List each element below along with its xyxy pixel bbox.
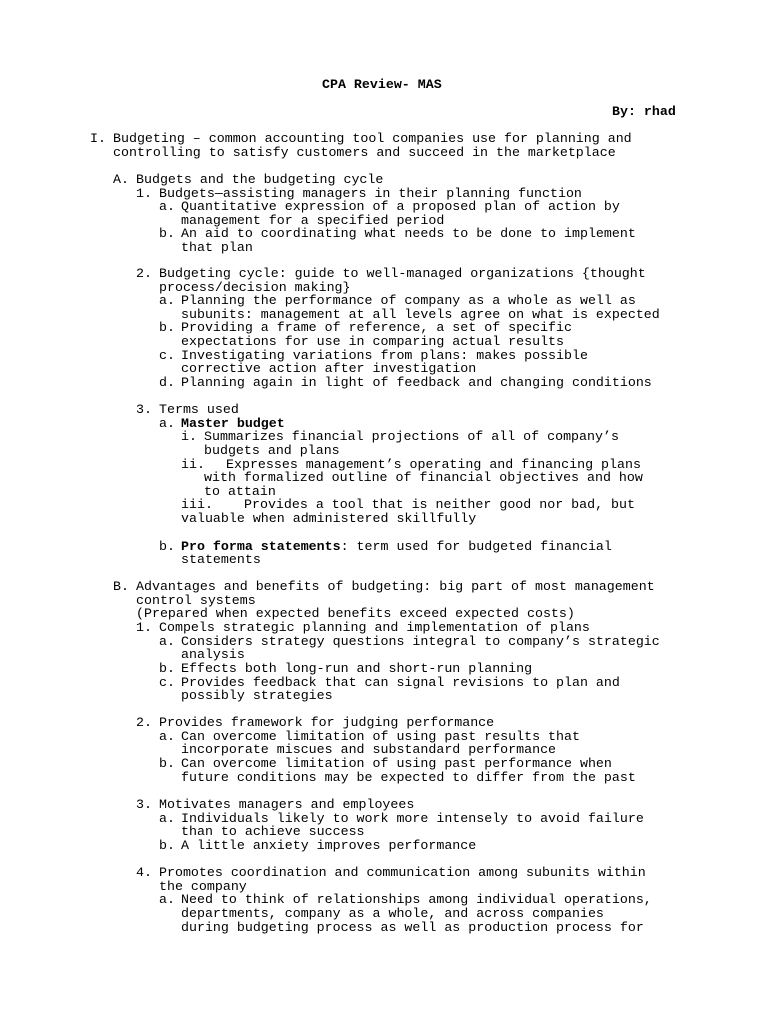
b4a-marker: a. — [159, 892, 175, 907]
b1-marker: 1. — [136, 620, 152, 635]
a2d-marker: d. — [159, 375, 175, 390]
b2a-marker: a. — [159, 729, 175, 744]
b2a-line2: incorporate miscues and substandard performance — [181, 742, 557, 757]
a2-marker: 2. — [136, 266, 152, 281]
b2-text: Provides framework for judging performance — [159, 715, 495, 730]
b1-text: Compels strategic planning and implementation of plans — [159, 620, 590, 635]
a2d-line1: Planning again in light of feedback and changing conditions — [181, 375, 652, 390]
section-a-heading: Budgets and the budgeting cycle — [136, 172, 384, 187]
b1a-line1: Considers strategy questions integral to company’s strategic — [181, 634, 660, 649]
b1c-line2: possibly strategies — [181, 688, 333, 703]
b2b-line2: future conditions may be expected to differ from the past — [181, 770, 636, 785]
a2c-line2: corrective action after investigation — [181, 361, 477, 376]
b3a-marker: a. — [159, 811, 175, 826]
a3aii-marker: ii. — [181, 457, 205, 472]
section-a-marker: A. — [113, 172, 129, 187]
a2a-line2: subunits: management at all levels agree on what is expected — [181, 307, 660, 322]
b1c-line1: Provides feedback that can signal revisions to plan and — [181, 675, 620, 690]
b1a-line2: analysis — [181, 647, 245, 662]
b2b-marker: b. — [159, 756, 175, 771]
b2a-line1: Can overcome limitation of using past results that — [181, 729, 580, 744]
section-b-line1: Advantages and benefits of budgeting: big part of most management — [136, 579, 655, 594]
a3aii-line3: to attain — [204, 484, 276, 499]
section-b-marker: B. — [113, 579, 129, 594]
section-b-line3: (Prepared when expected benefits exceed expected costs) — [136, 606, 575, 621]
a2-line1: Budgeting cycle: guide to well-managed organizations {thought — [159, 266, 646, 281]
a3a-term: Master budget — [181, 416, 285, 431]
b1c-marker: c. — [159, 675, 175, 690]
b4-line2: the company — [159, 879, 247, 894]
b4-line1: Promotes coordination and communication among subunits within — [159, 865, 646, 880]
a3-text: Terms used — [159, 402, 239, 417]
a3b-line2: statements — [181, 552, 261, 567]
document-title: CPA Review- MAS — [322, 77, 442, 92]
a3ai-line1: Summarizes financial projections of all of company’s — [204, 429, 619, 444]
a1-text: Budgets—assisting managers in their planning function — [159, 186, 582, 201]
a3b-rest: : term used for budgeted financial — [340, 539, 612, 554]
a3b-marker: b. — [159, 539, 175, 554]
b3-marker: 3. — [136, 797, 152, 812]
a2-line2: process/decision making} — [159, 280, 351, 295]
a2b-marker: b. — [159, 320, 175, 335]
a3ai-line2: budgets and plans — [204, 443, 340, 458]
author-line: By: rhad — [612, 104, 676, 119]
a3aii-line1: Expresses management’s operating and financing plans — [226, 457, 641, 472]
b1a-marker: a. — [159, 634, 175, 649]
a2c-marker: c. — [159, 348, 175, 363]
section-i-marker: I. — [90, 131, 106, 146]
b4a-line1: Need to think of relationships among individual operations, — [181, 892, 652, 907]
b3b-marker: b. — [159, 838, 175, 853]
b1b-marker: b. — [159, 661, 175, 676]
b2-marker: 2. — [136, 715, 152, 730]
a2b-line2: expectations for use in comparing actual results — [181, 334, 565, 349]
a2a-line1: Planning the performance of company as a whole as well as — [181, 293, 636, 308]
b3b-line1: A little anxiety improves performance — [181, 838, 477, 853]
a1-marker: 1. — [136, 186, 152, 201]
b3a-line1: Individuals likely to work more intensely to avoid failure — [181, 811, 644, 826]
b3a-line2: than to achieve success — [181, 824, 365, 839]
b1b-line1: Effects both long-run and short-run planning — [181, 661, 533, 676]
b4a-line3: during budgeting process as well as production process for — [181, 920, 644, 935]
a3-marker: 3. — [136, 402, 152, 417]
a3aii-line2: with formalized outline of financial objectives and how — [204, 470, 643, 485]
a1a-line2: management for a specified period — [181, 213, 445, 228]
b2b-line1: Can overcome limitation of using past performance when — [181, 756, 612, 771]
a3aiii-marker: iii. — [181, 497, 213, 512]
a3ai-marker: i. — [181, 429, 197, 444]
a2c-line1: Investigating variations from plans: makes possible — [181, 348, 588, 363]
section-i-text-line2: controlling to satisfy customers and succeed in the marketplace — [113, 145, 616, 160]
section-i-text-line1: Budgeting – common accounting tool companies use for planning and — [113, 131, 632, 146]
a3aiii-line1: Provides a tool that is neither good nor bad, but — [244, 497, 635, 512]
b4a-line2: departments, company as a whole, and across companies — [181, 906, 604, 921]
a1b-marker: b. — [159, 226, 175, 241]
a1a-marker: a. — [159, 199, 175, 214]
a3aiii-line2: valuable when administered skillfully — [181, 511, 477, 526]
a3b-term: Pro forma statements — [181, 539, 341, 554]
b3-text: Motivates managers and employees — [159, 797, 415, 812]
a3a-marker: a. — [159, 416, 175, 431]
a1b-line2: that plan — [181, 240, 253, 255]
a2a-marker: a. — [159, 293, 175, 308]
a1a-line1: Quantitative expression of a proposed plan of action by — [181, 199, 620, 214]
a1b-line1: An aid to coordinating what needs to be done to implement — [181, 226, 636, 241]
section-b-line2: control systems — [136, 593, 256, 608]
a2b-line1: Providing a frame of reference, a set of specific — [181, 320, 572, 335]
b4-marker: 4. — [136, 865, 152, 880]
